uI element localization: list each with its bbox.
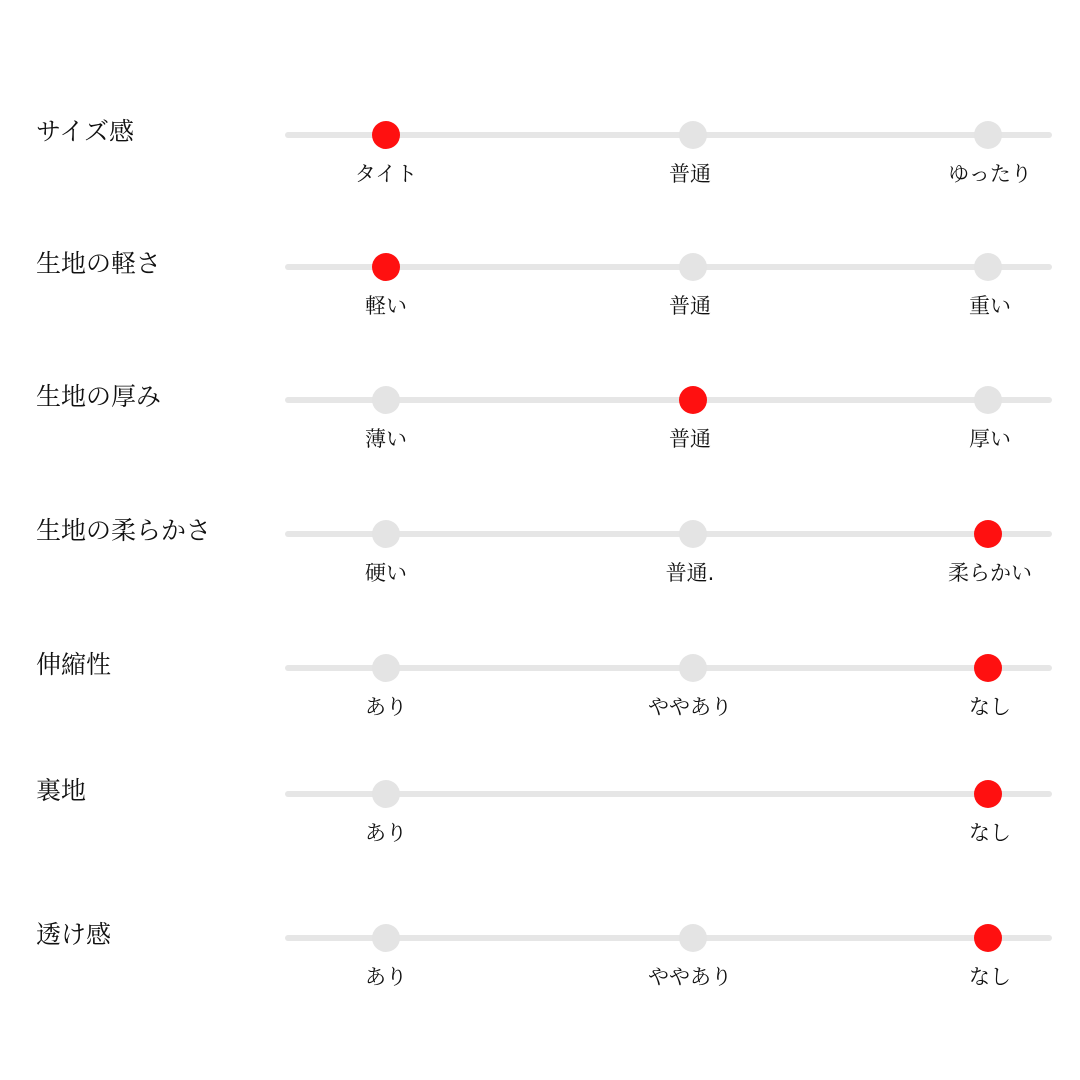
option-label-1: あり (365, 821, 407, 845)
rating-row-fabric-weight (0, 249, 1080, 357)
slider-dot-option-1[interactable] (372, 253, 400, 281)
slider-dot-option-3[interactable] (974, 121, 1002, 149)
slider-track[interactable] (285, 791, 1052, 797)
slider-dot-option-2[interactable] (679, 386, 707, 414)
slider-track[interactable] (285, 531, 1052, 537)
slider-track[interactable] (285, 132, 1052, 138)
option-label-3: 柔らかい (948, 561, 1032, 585)
slider-dot-option-3[interactable] (974, 654, 1002, 682)
slider-track[interactable] (285, 935, 1052, 941)
rating-row-fabric-softness (0, 516, 1080, 624)
slider-dot-option-3[interactable] (974, 924, 1002, 952)
slider-dot-option-1[interactable] (372, 121, 400, 149)
option-label-2: ややあり (648, 695, 732, 719)
slider-dot-option-2[interactable] (679, 654, 707, 682)
option-label-2: 普通. (665, 561, 715, 585)
slider-track[interactable] (285, 264, 1052, 270)
slider-dot-option-2[interactable] (679, 520, 707, 548)
slider-dot-option-1[interactable] (372, 654, 400, 682)
option-label-1: あり (365, 965, 407, 989)
slider-dot-option-3[interactable] (974, 253, 1002, 281)
rating-row-sheerness (0, 920, 1080, 1028)
option-label-1: タイト (354, 162, 418, 186)
option-label-2: ややあり (648, 965, 732, 989)
option-label-2: 普通 (669, 427, 711, 451)
option-label-3: なし (969, 695, 1011, 719)
slider-dot-option-1[interactable] (372, 924, 400, 952)
option-label-3: なし (969, 821, 1011, 845)
row-label: 生地の軽さ (36, 249, 162, 278)
slider-dot-option-2[interactable] (679, 121, 707, 149)
option-label-3: 重い (969, 294, 1011, 318)
slider-dot-option-2[interactable] (679, 253, 707, 281)
row-label: サイズ感 (36, 117, 135, 146)
option-label-3: ゆったり (948, 162, 1032, 186)
slider-track[interactable] (285, 397, 1052, 403)
option-label-2: 普通 (669, 162, 711, 186)
slider-track[interactable] (285, 665, 1052, 671)
option-label-1: 硬い (365, 561, 407, 585)
row-label: 伸縮性 (36, 650, 112, 679)
slider-dot-option-1[interactable] (372, 386, 400, 414)
option-label-3: なし (969, 965, 1011, 989)
option-label-3: 厚い (969, 427, 1011, 451)
slider-dot-option-3[interactable] (974, 520, 1002, 548)
rating-row-lining (0, 776, 1080, 884)
rating-row-stretch (0, 650, 1080, 758)
option-label-2: 普通 (669, 294, 711, 318)
option-label-1: あり (365, 695, 407, 719)
rating-row-size (0, 117, 1080, 225)
row-label: 透け感 (36, 920, 112, 949)
row-label: 裏地 (36, 776, 87, 805)
slider-dot-option-3[interactable] (974, 780, 1002, 808)
slider-dot-option-2[interactable] (679, 924, 707, 952)
row-label: 生地の厚み (36, 382, 162, 411)
slider-dot-option-1[interactable] (372, 520, 400, 548)
slider-dot-option-3[interactable] (974, 386, 1002, 414)
rating-row-fabric-thickness (0, 382, 1080, 490)
option-label-1: 薄い (365, 427, 407, 451)
slider-dot-option-1[interactable] (372, 780, 400, 808)
option-label-1: 軽い (365, 294, 407, 318)
row-label: 生地の柔らかさ (36, 516, 212, 545)
